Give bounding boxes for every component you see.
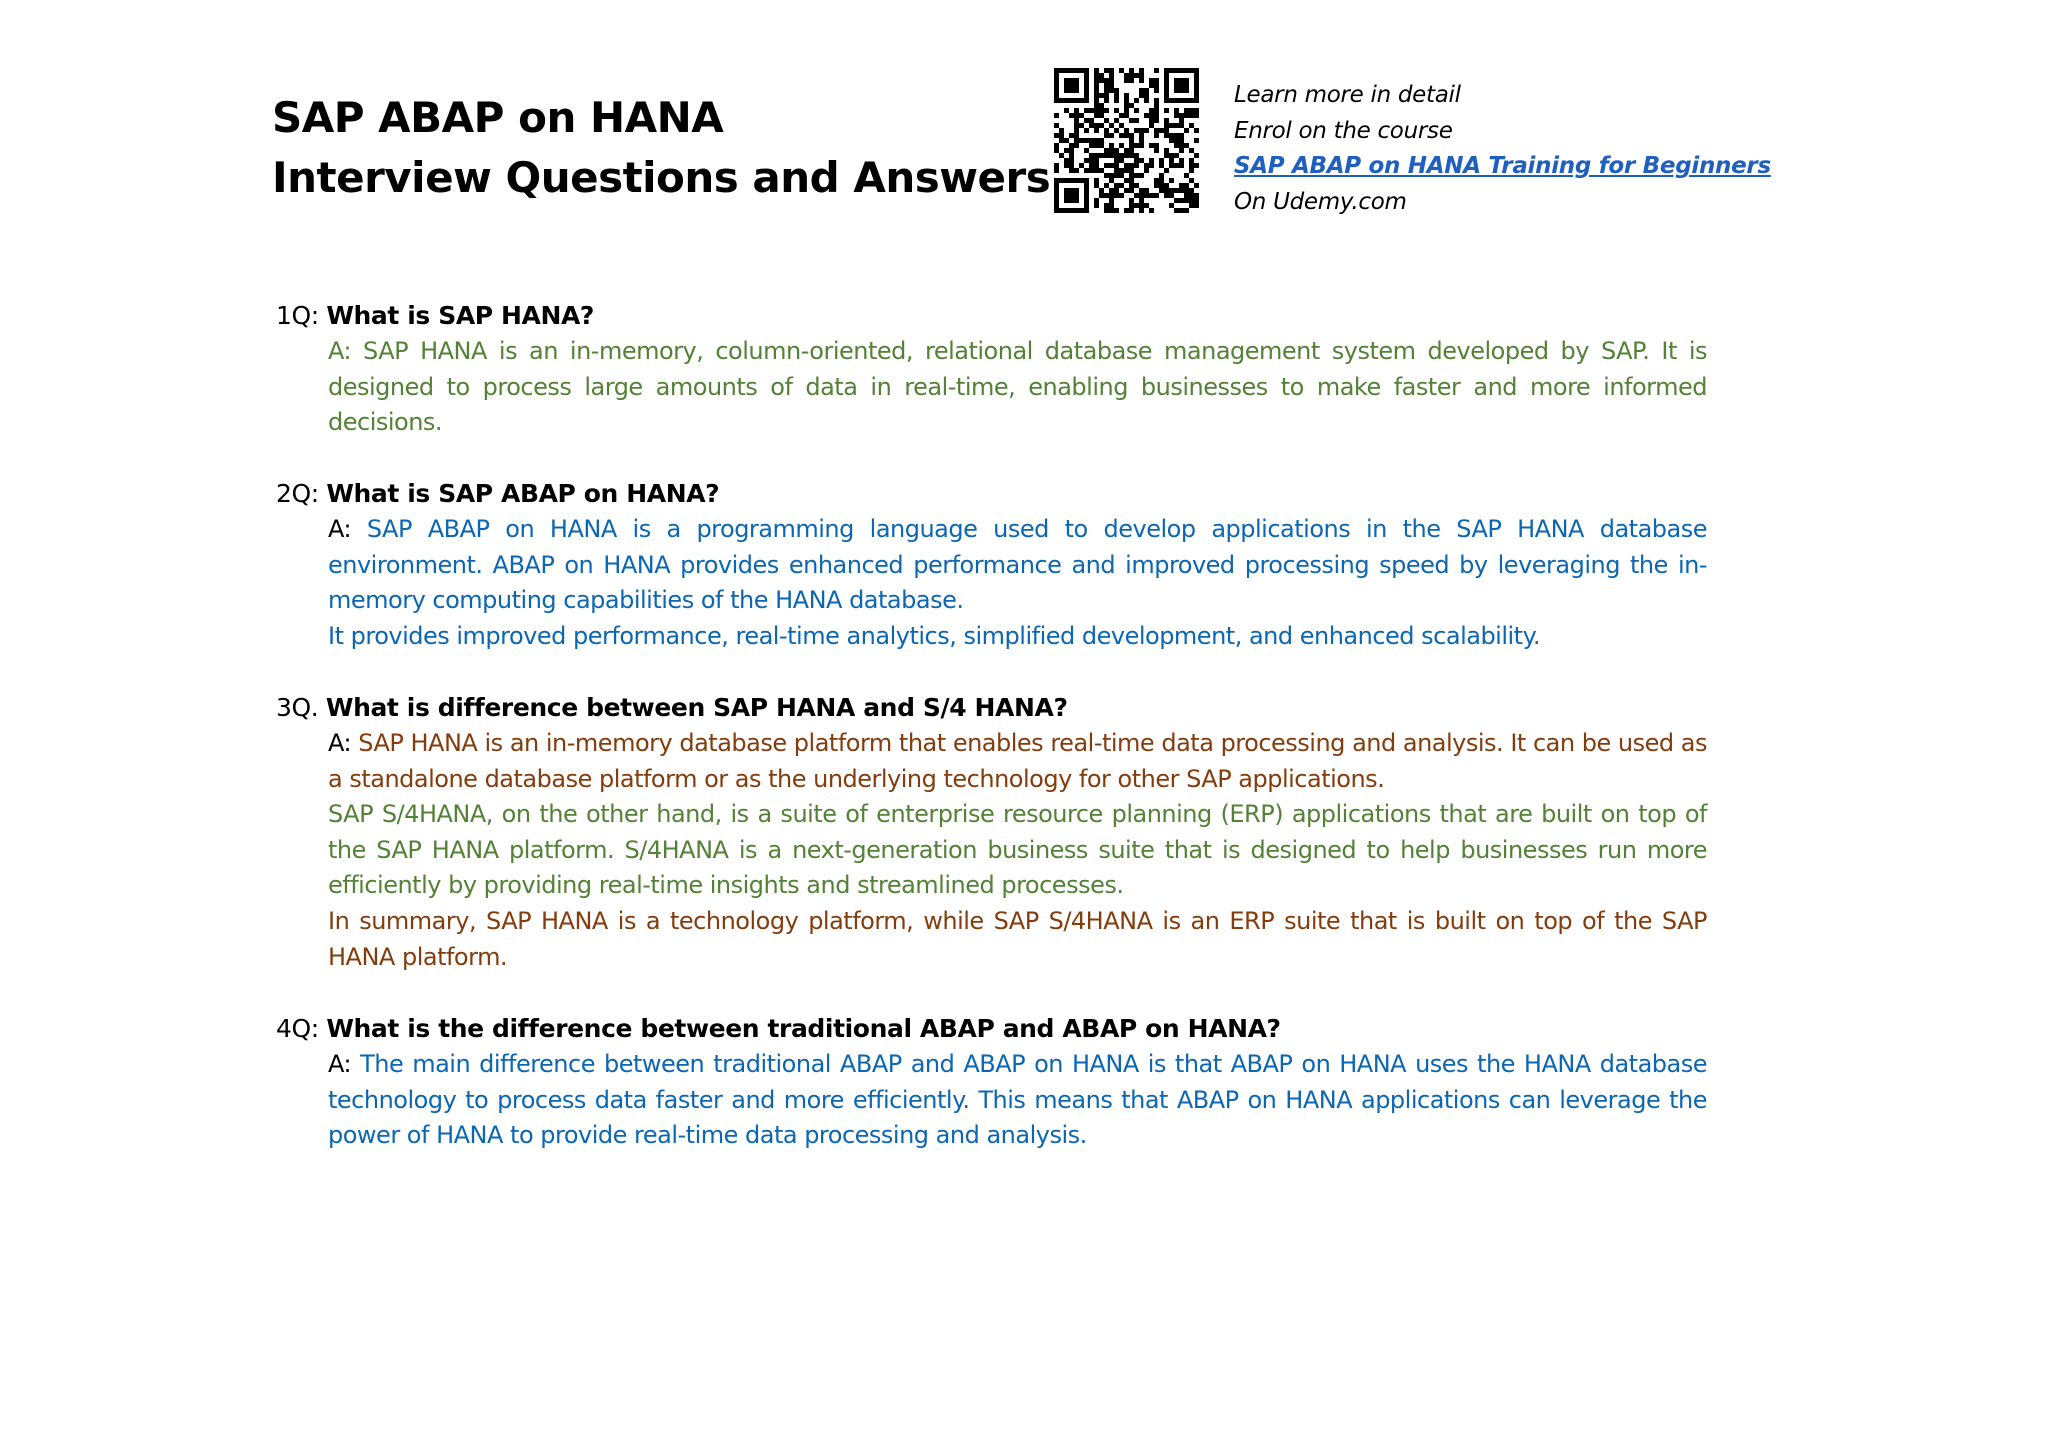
question-1 bbox=[276, 298, 1707, 334]
course-link[interactable]: SAP ABAP on HANA Training for Beginners bbox=[1234, 153, 1771, 179]
question-text: What is SAP ABAP on HANA? bbox=[326, 479, 720, 508]
question-number: 4Q: bbox=[276, 1014, 319, 1043]
answer-paragraph bbox=[328, 1047, 1707, 1154]
page-title bbox=[272, 88, 1050, 208]
qa-item-4 bbox=[276, 1011, 1707, 1154]
answer-paragraph: A: SAP HANA is an in-memory, column-oriented, relational database management system developed by SAP. It is designed to process large amounts of data in real-time, enabling businesses to make faster and more informed decisions. bbox=[328, 337, 1707, 437]
question-4 bbox=[276, 1011, 1707, 1047]
qa-item-1 bbox=[276, 298, 1707, 441]
question-number: 1Q: bbox=[276, 301, 319, 330]
answer-prefix: A: bbox=[328, 515, 352, 543]
answer-3 bbox=[328, 726, 1707, 975]
answer-paragraph bbox=[328, 726, 1707, 797]
answer-text: SAP HANA is an in-memory database platform that enables real-time data processing and analysis. It can be used as a standalone database platform or as the underlying technology for other SAP applications. bbox=[328, 729, 1707, 793]
question-number: 3Q. bbox=[276, 693, 319, 722]
question-3 bbox=[276, 690, 1707, 726]
promo-line-4: On Udemy.com bbox=[1234, 188, 1407, 215]
answer-text: The main difference between traditional ABAP and ABAP on HANA is that ABAP on HANA uses the HANA database technology to process data faster and more efficiently. This means that ABAP on HANA applications can leverage the power of HANA to provide real-time data processing and analysis. bbox=[328, 1050, 1707, 1150]
answer-text: SAP ABAP on HANA is a programming language used to develop applications in the SAP HANA database environment. ABAP on HANA provides enhanced performance and improved processing speed by leveraging the in-memory computing capabilities of the HANA database. bbox=[328, 515, 1707, 615]
question-text: What is SAP HANA? bbox=[326, 301, 595, 330]
answer-prefix: A: bbox=[328, 1050, 352, 1078]
answer-paragraph: In summary, SAP HANA is a technology platform, while SAP S/4HANA is an ERP suite that is built on top of the SAP HANA platform. bbox=[328, 906, 1707, 971]
title-line-2: Interview Questions and Answers bbox=[272, 153, 1051, 202]
answer-4 bbox=[328, 1047, 1707, 1154]
qr-code-icon[interactable] bbox=[1054, 68, 1199, 213]
question-2 bbox=[276, 476, 1707, 512]
answer-paragraph: SAP S/4HANA, on the other hand, is a suite of enterprise resource planning (ERP) applications that are built on top of the SAP HANA platform. S/4HANA is a next-generation business suite that is designed to help businesses run more efficiently by providing real-time insights and streamlined processes. bbox=[328, 800, 1707, 900]
promo-line-2: Enrol on the course bbox=[1234, 117, 1453, 144]
answer-1 bbox=[328, 334, 1707, 441]
title-line-1: SAP ABAP on HANA bbox=[272, 93, 724, 142]
course-promo bbox=[1234, 78, 1771, 220]
answer-paragraph bbox=[328, 512, 1707, 619]
promo-line-1: Learn more in detail bbox=[1234, 82, 1461, 108]
question-number: 2Q: bbox=[276, 479, 319, 508]
question-text: What is the difference between traditional ABAP and ABAP on HANA? bbox=[326, 1014, 1281, 1043]
answer-prefix: A: bbox=[328, 729, 352, 757]
answer-2 bbox=[328, 512, 1707, 654]
qa-item-3 bbox=[276, 690, 1707, 975]
qa-item-2 bbox=[276, 476, 1707, 654]
answer-paragraph: It provides improved performance, real-time analytics, simplified development, and enhanced scalability. bbox=[328, 621, 1540, 650]
question-text: What is difference between SAP HANA and S/4 HANA? bbox=[325, 693, 1068, 722]
